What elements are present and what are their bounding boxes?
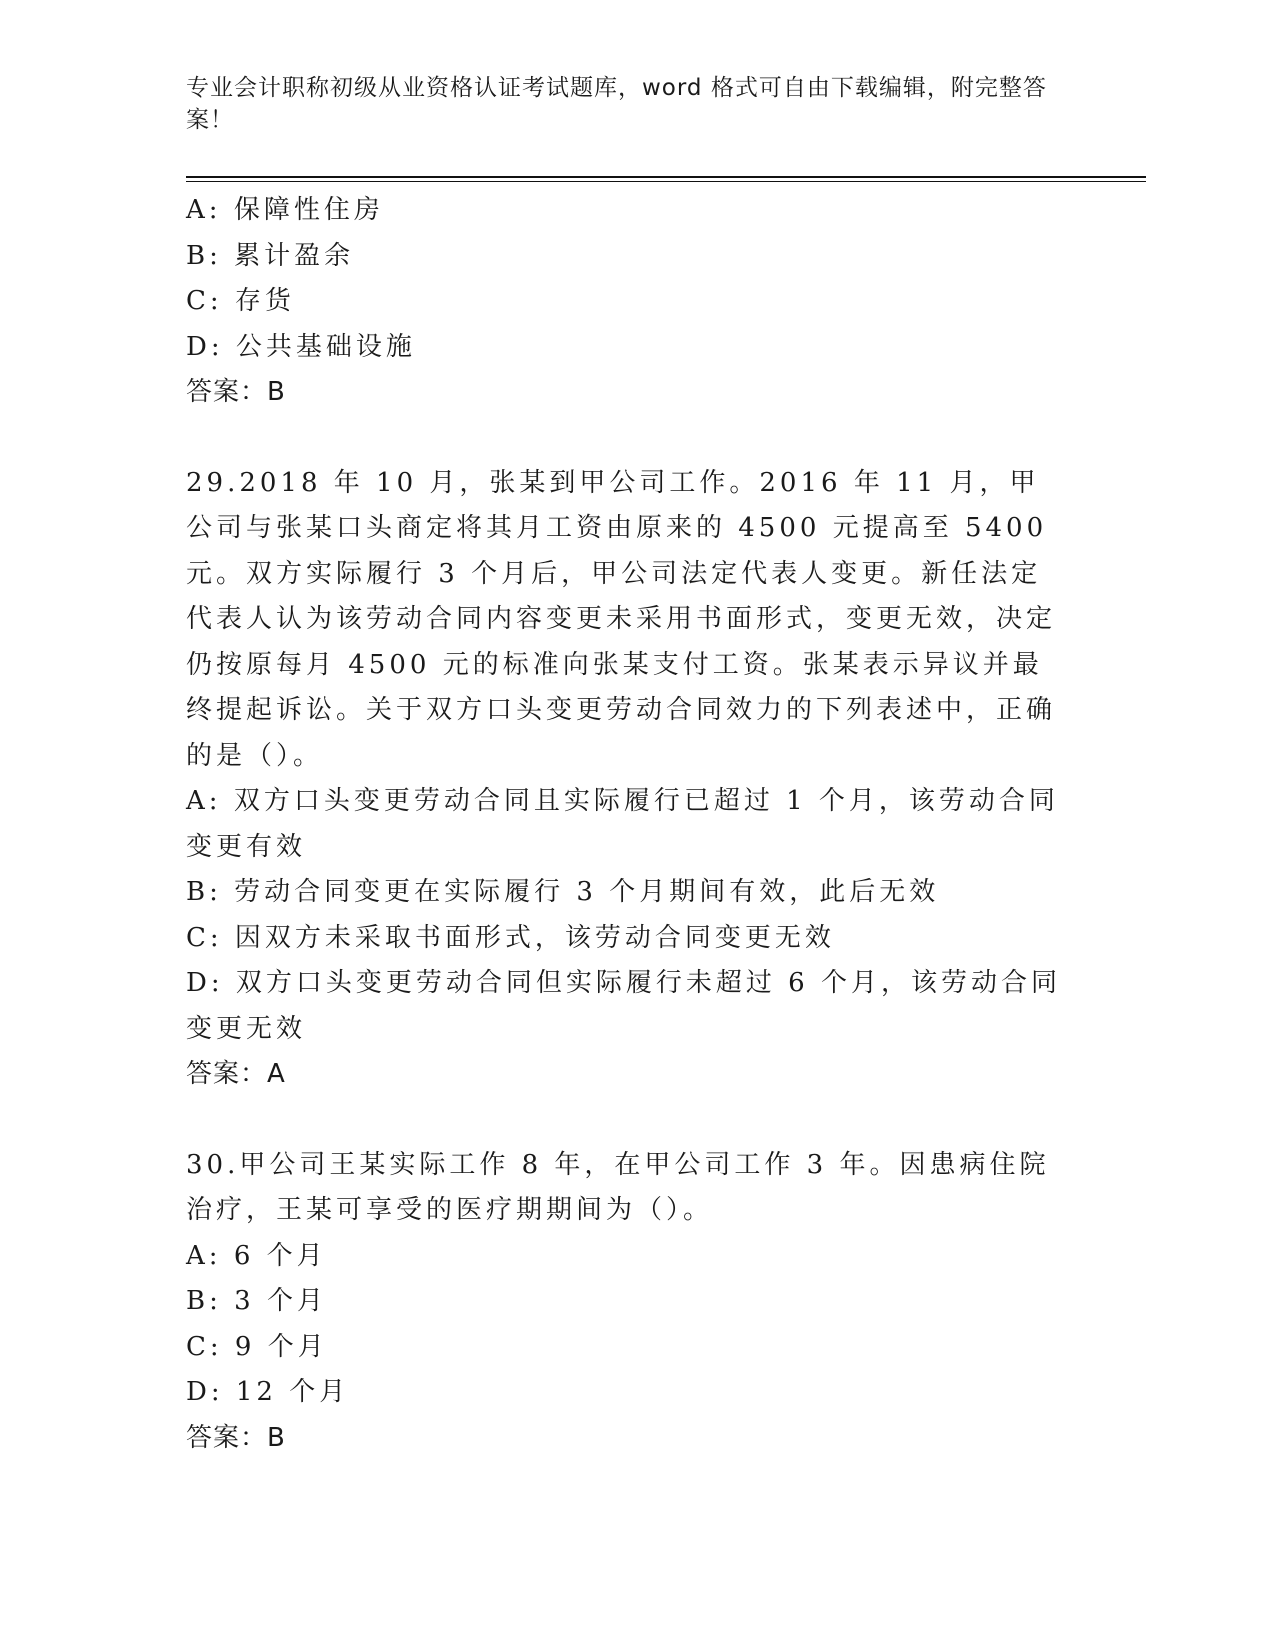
option-letter: A: bbox=[186, 195, 222, 225]
option-letter: A: bbox=[186, 1240, 222, 1271]
option-d bbox=[186, 961, 1066, 1052]
spacer bbox=[186, 416, 1066, 461]
option-letter: C: bbox=[186, 286, 223, 316]
question-30 bbox=[186, 1143, 1066, 1462]
option-letter: C: bbox=[186, 922, 223, 953]
answer-label: 答案： bbox=[186, 377, 268, 407]
answer-value: A bbox=[267, 1059, 286, 1089]
option-letter: D: bbox=[186, 331, 224, 362]
answer-label: 答案： bbox=[186, 1059, 268, 1089]
option-a bbox=[186, 1234, 1066, 1280]
header-divider-thin bbox=[186, 181, 1146, 182]
option-text: 12 个月 bbox=[235, 1377, 350, 1407]
option-b bbox=[186, 1279, 1066, 1325]
option-text: 累计盈余 bbox=[234, 240, 355, 271]
option-letter: D: bbox=[186, 1377, 224, 1407]
answer-value: B bbox=[267, 1422, 286, 1453]
option-c bbox=[186, 279, 1066, 325]
option-letter: B: bbox=[186, 1286, 222, 1316]
option-letter: A: bbox=[186, 786, 222, 816]
option-text: 公共基础设施 bbox=[235, 331, 416, 362]
option-d bbox=[186, 325, 1066, 371]
option-text: 存货 bbox=[234, 286, 295, 316]
option-a bbox=[186, 779, 1066, 870]
option-text: 劳动合同变更在实际履行 3 个月期间有效，此后无效 bbox=[234, 877, 940, 907]
option-letter: C: bbox=[186, 1331, 223, 1362]
answer-label: 答案： bbox=[186, 1422, 268, 1453]
option-a bbox=[186, 188, 1066, 234]
option-text: 因双方未采取书面形式，该劳动合同变更无效 bbox=[234, 922, 835, 953]
header-divider-thick bbox=[186, 176, 1146, 178]
option-text: 9 个月 bbox=[234, 1331, 328, 1362]
option-text: 6 个月 bbox=[233, 1240, 327, 1271]
option-d bbox=[186, 1370, 1066, 1416]
option-b bbox=[186, 870, 1066, 916]
question-stem: 30.甲公司王某实际工作 8 年，在甲公司工作 3 年。因患病住院治疗，王某可享受的医疗期期间为（）。 bbox=[186, 1149, 1050, 1225]
answer-line bbox=[186, 370, 1066, 416]
question-list bbox=[186, 188, 1066, 1461]
option-letter: B: bbox=[186, 240, 222, 271]
option-text: 双方口头变更劳动合同且实际履行已超过 1 个月，该劳动合同变更有效 bbox=[186, 786, 1059, 862]
answer-line bbox=[186, 1052, 1066, 1098]
question-28 bbox=[186, 188, 1066, 416]
question-29 bbox=[186, 461, 1066, 1098]
spacer bbox=[186, 1098, 1066, 1143]
option-letter: B: bbox=[186, 877, 222, 907]
option-b bbox=[186, 234, 1066, 280]
header-note: 专业会计职称初级从业资格认证考试题库，word 格式可自由下载编辑，附完整答案！ bbox=[186, 75, 1047, 133]
option-letter: D: bbox=[186, 968, 224, 998]
option-c bbox=[186, 916, 1066, 962]
question-stem: 29.2018 年 10 月，张某到甲公司工作。2016 年 11 月，甲公司与张某口头商定将其月工资由原来的 4500 元提高至 5400 元。双方实际履行 3 个月后，甲公司法定代表人变更。新任法定代表人认为该劳动合同内容变更未采用书面形式，变更无效，决定仍按原每月 4500 元的标准向张某支付工资。张某表示异议并最终提起诉讼。关于双方口头变更劳动合同效力的下列表述中，正确的是（）。 bbox=[186, 467, 1057, 771]
option-text: 双方口头变更劳动合同但实际履行未超过 6 个月，该劳动合同变更无效 bbox=[186, 968, 1061, 1044]
option-text: 保障性住房 bbox=[233, 195, 384, 225]
answer-value: B bbox=[267, 377, 286, 407]
option-text: 3 个月 bbox=[234, 1286, 327, 1316]
option-c bbox=[186, 1325, 1066, 1371]
answer-line bbox=[186, 1416, 1066, 1462]
